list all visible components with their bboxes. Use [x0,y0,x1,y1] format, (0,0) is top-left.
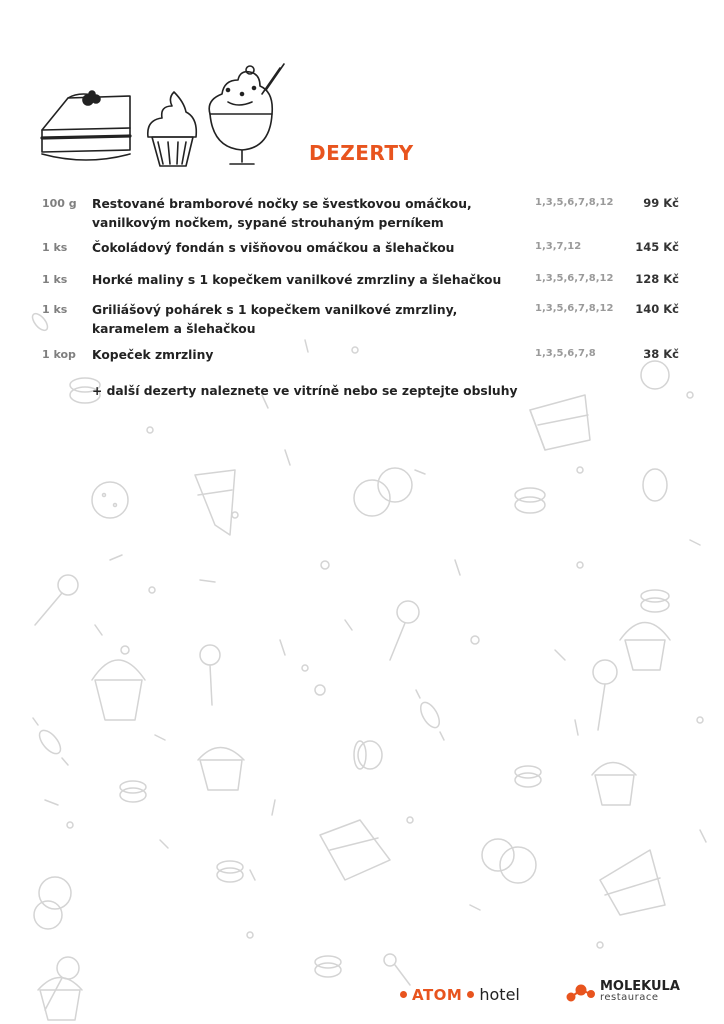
macaron-icon [641,590,669,612]
item-price: 99 Kč [643,196,679,210]
item-quantity: 1 ks [42,303,68,316]
macaron-icon [515,488,545,513]
macaron-icon [515,766,541,787]
item-quantity: 1 ks [42,241,68,254]
dessert-menu-list [0,195,724,376]
logo-dot-icon [467,991,474,998]
lollipop-icon [384,954,410,985]
lollipop-icon [593,660,617,730]
item-name: Čokoládový fondán s višňovou omáčkou a šlehačkou [92,241,455,255]
hotel-logo-text: hotel [479,985,520,1004]
logo-dot-icon [400,991,407,998]
more-desserts-note: + další dezerty naleznete ve vitríně nebo se zeptejte obsluhy [92,384,518,398]
ice-cream-sundae-icon [209,64,284,164]
candy-icon [33,718,68,765]
atom-logo-text: ATOM [412,985,463,1004]
macaron-icon [354,741,382,769]
macaron-icon [120,781,146,802]
menu-item [0,301,724,346]
cookie-icon [482,839,536,883]
item-price: 145 Kč [635,240,679,254]
cupcake-icon [92,646,145,720]
item-name: Griliášový pohárek s 1 kopečkem vanilkové zmrzliny, karamelem a šlehačkou [92,303,458,336]
item-allergens: 1,3,5,6,7,8,12 [535,197,614,208]
menu-item [0,239,724,271]
page-title: DEZERTY [309,141,414,165]
molekula-restaurace-logo [566,980,680,1003]
cupcake-icon [148,92,197,166]
sprinkle-dots-icon [45,340,706,948]
item-allergens: 1,3,7,12 [535,241,582,252]
cookie-icon [354,468,412,516]
item-quantity: 1 kop [42,348,76,361]
atom-hotel-logo [400,985,520,1004]
item-price: 140 Kč [635,302,679,316]
macaron-icon [217,861,243,882]
lollipop-icon [200,645,220,705]
item-quantity: 100 g [42,197,77,210]
lollipop-icon [35,575,78,625]
cupcake-icon [38,978,82,1021]
cupcake-icon [592,763,636,806]
macaron-icon [643,469,667,501]
cupcake-icon [198,748,244,791]
item-name: Kopeček zmrzliny [92,348,214,362]
menu-item [0,195,724,239]
menu-item [0,271,724,301]
item-allergens: 1,3,5,6,7,8,12 [535,303,614,314]
item-name: Horké maliny s 1 kopečkem vanilkové zmrzliny a šlehačkou [92,273,502,287]
macaron-icon [315,956,341,977]
item-allergens: 1,3,5,6,7,8 [535,348,596,359]
lollipop-icon [390,601,419,660]
candy-icon [416,690,444,740]
item-allergens: 1,3,5,6,7,8,12 [535,273,614,284]
cookie-icon [92,482,128,518]
molecule-icon [566,982,596,1002]
molekula-logo-text: MOLEKULA [600,979,680,994]
item-name: Restované bramborové nočky se švestkovou omáčkou, vanilkovým nočkem, sypané strouhaným perníkem [92,197,472,230]
cupcake-icon [620,623,670,671]
desserts-illustration [38,62,288,172]
menu-item [0,346,724,376]
restaurace-logo-text: restaurace [600,992,659,1003]
cake-slice-icon [530,395,590,450]
item-quantity: 1 ks [42,273,68,286]
item-price: 38 Kč [643,347,679,361]
cake-slice-icon [42,91,130,160]
cookie-icon [34,877,71,929]
lollipop-icon [45,957,79,1010]
cake-slice-icon [320,820,390,880]
cake-slice-icon [195,470,235,535]
item-price: 128 Kč [635,272,679,286]
cake-slice-icon [600,850,665,915]
